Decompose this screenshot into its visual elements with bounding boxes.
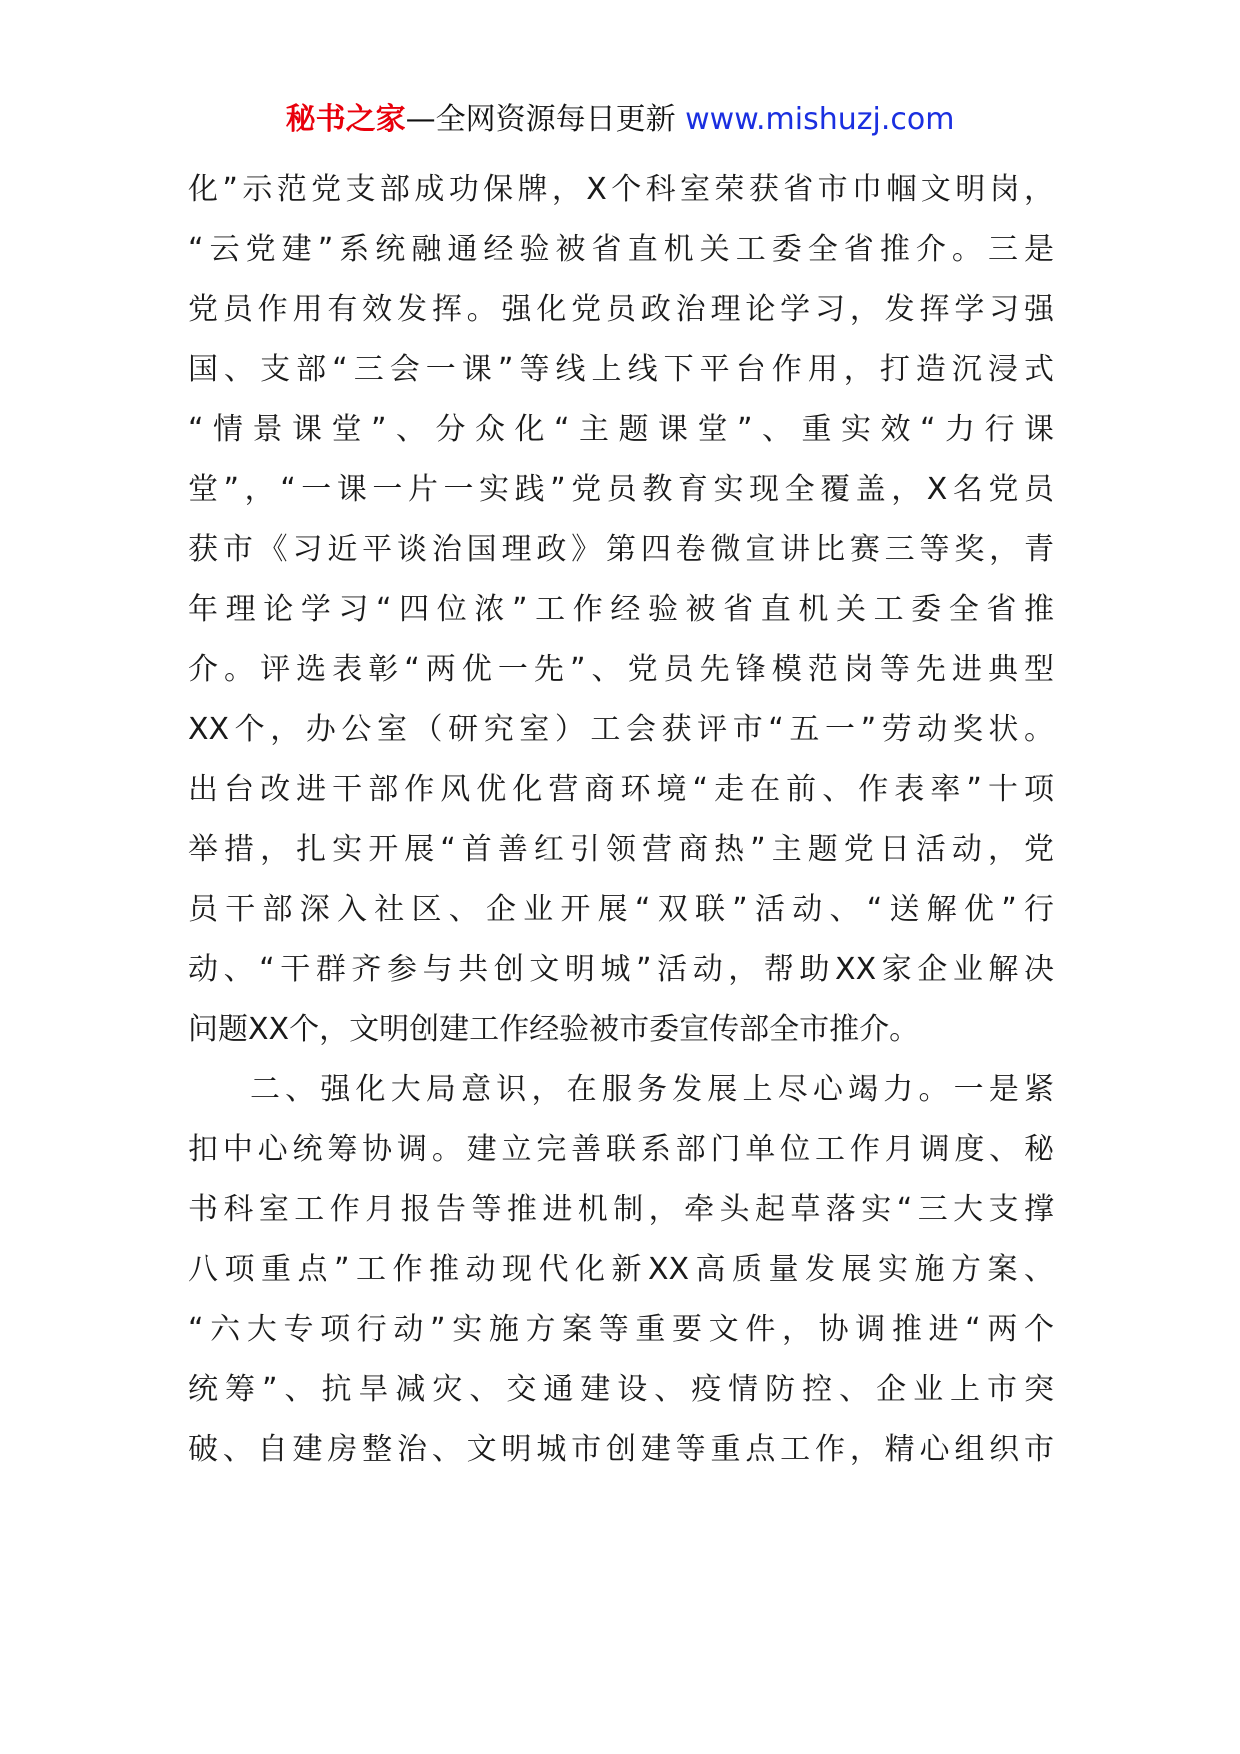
site-url[interactable]: www.mishuzj.com <box>685 102 955 137</box>
brand-name: 秘书之家 <box>285 102 406 137</box>
text-line: 员干部深入社区、企业开展“双联”活动、“送解优”行 <box>188 892 1054 927</box>
text-line: 统筹”、抗旱减灾、交通建设、疫情防控、企业上市突 <box>188 1372 1054 1407</box>
text-line: 化”示范党支部成功保牌，X个科室荣获省市巾帼文明岗， <box>188 172 1054 207</box>
document-body <box>188 160 1054 1480</box>
section-heading-line: 二、强化大局意识，在服务发展上尽心竭力。一是紧 <box>250 1072 1054 1107</box>
text-line: 书科室工作月报告等推进机制，牵头起草落实“三大支撑 <box>188 1192 1054 1227</box>
text-line: “云党建”系统融通经验被省直机关工委全省推介。三是 <box>188 232 1054 267</box>
text-line: 问题XX个，文明创建工作经验被市委宣传部全市推介。 <box>188 1012 920 1047</box>
text-line: 八项重点”工作推动现代化新XX高质量发展实施方案、 <box>188 1252 1054 1287</box>
text-line: 年理论学习“四位浓”工作经验被省直机关工委全省推 <box>188 592 1054 627</box>
text-line: 出台改进干部作风优化营商环境“走在前、作表率”十项 <box>188 772 1054 807</box>
text-line: 堂”，“一课一片一实践”党员教育实现全覆盖，X名党员 <box>188 472 1054 507</box>
text-line: “情景课堂”、分众化“主题课堂”、重实效“力行课 <box>188 412 1054 447</box>
text-line: 国、支部“三会一课”等线上线下平台作用，打造沉浸式 <box>188 352 1054 387</box>
text-line: 党员作用有效发挥。强化党员政治理论学习，发挥学习强 <box>188 292 1054 327</box>
header-tagline: —全网资源每日更新 <box>405 102 676 137</box>
text-line: 获市《习近平谈治国理政》第四卷微宣讲比赛三等奖，青 <box>188 532 1054 567</box>
text-line: “六大专项行动”实施方案等重要文件，协调推进“两个 <box>188 1312 1054 1347</box>
text-line: 介。评选表彰“两优一先”、党员先锋模范岗等先进典型 <box>188 652 1054 687</box>
text-line: 破、自建房整治、文明城市创建等重点工作，精心组织市 <box>188 1432 1054 1467</box>
text-line: XX个，办公室（研究室）工会获评市“五一”劳动奖状。 <box>188 712 1054 747</box>
text-line: 扣中心统筹协调。建立完善联系部门单位工作月调度、秘 <box>188 1132 1054 1167</box>
text-line: 动、“干群齐参与共创文明城”活动，帮助XX家企业解决 <box>188 952 1054 987</box>
text-line: 举措，扎实开展“首善红引领营商热”主题党日活动，党 <box>188 832 1054 867</box>
site-header <box>0 100 1240 140</box>
